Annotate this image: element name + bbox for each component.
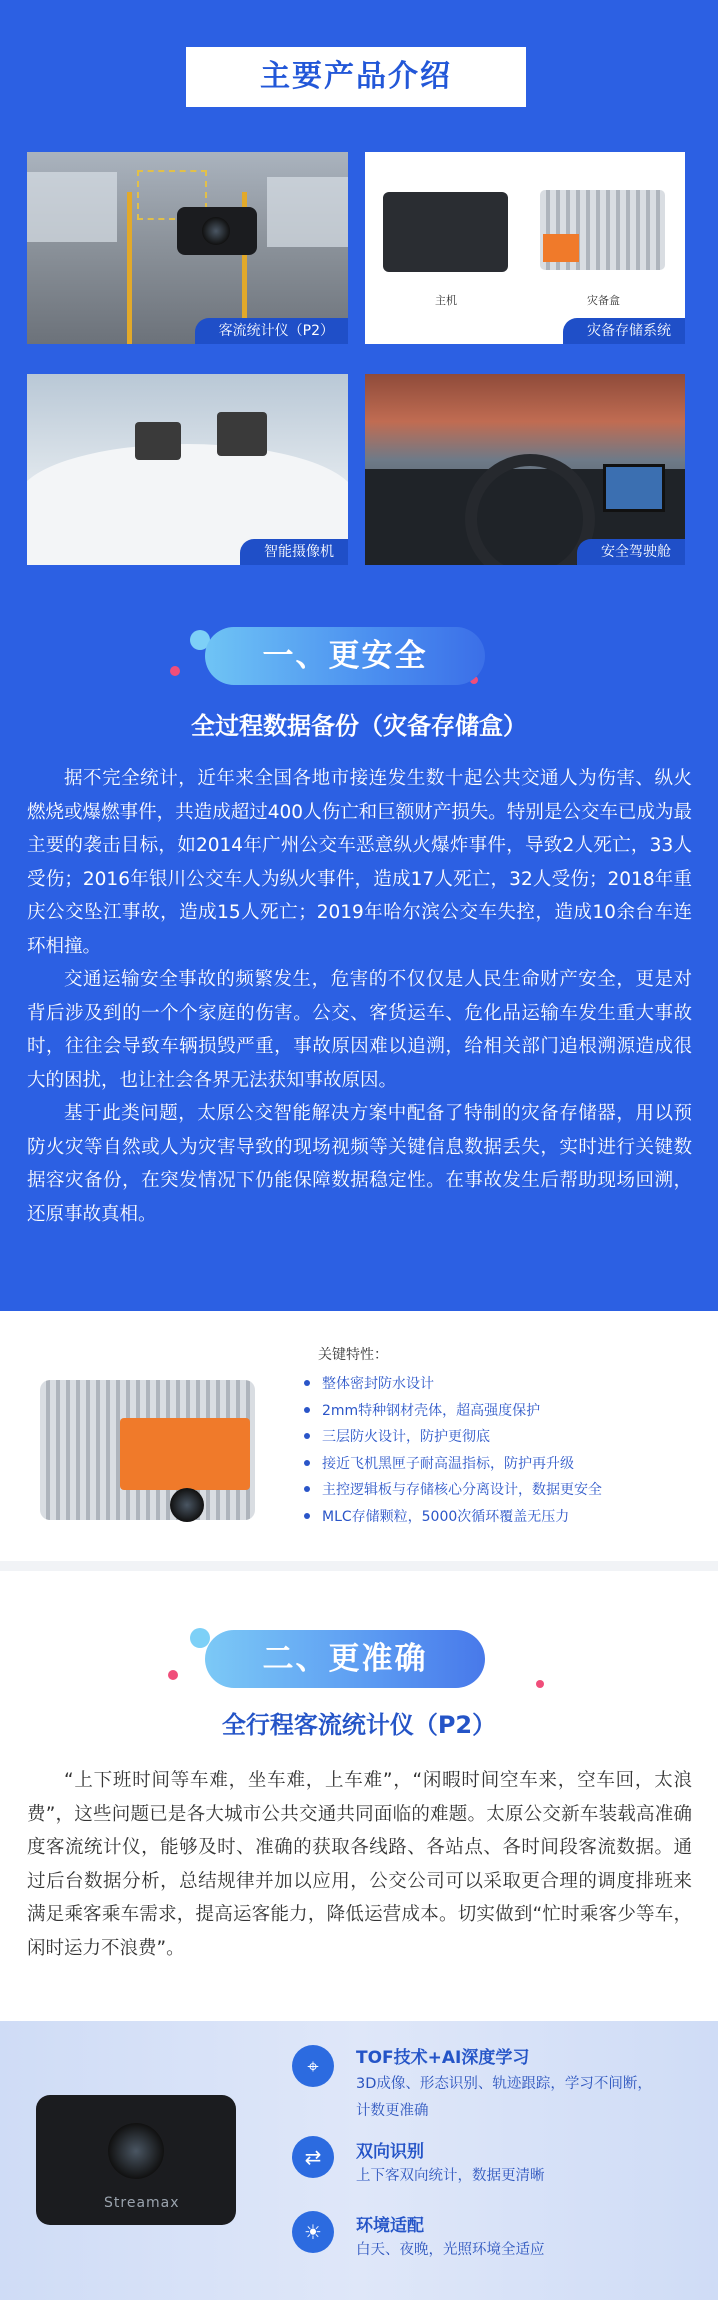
- paragraph: 交通运输安全事故的频繁发生，危害的不仅仅是人民生命财产安全，更是对背后涉及到的一个个家庭的伤害。公交、客货运车、危化品运输车发生重大事故时，往往会导致车辆损毁严重，事故原因难以追溯，给相关部门追根溯源造成很大的困扰，也让社会各界无法获知事故原因。: [27, 969, 692, 1091]
- feature-title: 环境适配: [356, 2216, 424, 2236]
- section-heading-accurate: 二、更准确: [205, 1630, 485, 1688]
- host-label: 主机: [435, 294, 457, 307]
- feature-title: 双向识别: [356, 2142, 424, 2162]
- decor-dot: [170, 666, 180, 676]
- bus-pole: [127, 192, 132, 344]
- decor-dot: [190, 1628, 210, 1648]
- feature-desc: 上下客双向统计，数据更清晰: [356, 2168, 545, 2184]
- photo-smart-camera: [27, 374, 348, 565]
- product-caption: 智能摄像机: [240, 539, 348, 565]
- section-divider: [0, 1561, 718, 1571]
- connector-icon: [170, 1488, 204, 1522]
- photo-storage-system: [365, 152, 685, 344]
- product-caption: 安全驾驶舱: [577, 539, 685, 565]
- feature-desc: 3D成像、形态识别、轨迹跟踪，学习不间断， 计数更准确: [356, 2076, 652, 2119]
- section-subtitle: 全过程数据备份（灾备存储盒）: [191, 712, 527, 740]
- bullet-icon: [304, 1380, 310, 1386]
- feature-item: 2mm特种钢材壳体，超高强度保护: [300, 1398, 700, 1425]
- page-title: 主要产品介绍: [186, 47, 526, 107]
- photo-driver-cockpit: [365, 374, 685, 565]
- photo-passenger-counter: [27, 152, 348, 344]
- section1-body: [27, 762, 692, 1231]
- feature-title: TOF技术+AI深度学习: [356, 2048, 530, 2068]
- orange-label: [543, 234, 579, 262]
- feature-desc: 白天、夜晚，光照环境全适应: [356, 2242, 545, 2258]
- paragraph: 据不完全统计，近年来全国各地市接连发生数十起公共交通人为伤害、纵火燃烧或爆燃事件，共造成超过400人伤亡和巨额财产损失。特别是公交车已成为最主要的袭击目标，如2014年广州公交车恶意纵火爆炸事件，导致2人死亡，33人受伤；2016年银川公交车人为纵火事件，造成17人死亡，32人受伤；2018年重庆公交坠江事故，造成15人死亡；2019年哈尔滨公交车失控，造成10余台车连环相撞。: [27, 768, 692, 957]
- storage-features-list: [300, 1371, 700, 1530]
- p2-feature-panel: [0, 2021, 718, 2300]
- feature-item: 整体密封防水设计: [300, 1371, 700, 1398]
- lens-icon: [202, 217, 230, 245]
- roof-camera: [135, 422, 181, 460]
- section-subtitle: 全行程客流统计仪（P2）: [221, 1711, 497, 1739]
- lens-icon: [108, 2123, 164, 2179]
- section-heading-safer: 一、更安全: [205, 627, 485, 685]
- section2-body: [27, 1764, 692, 1965]
- bullet-icon: [304, 1513, 310, 1519]
- decor-dot: [168, 1670, 178, 1680]
- sun-moon-icon: ☀: [292, 2211, 334, 2253]
- storage-box-orange-panel: [120, 1418, 250, 1490]
- host-device: [383, 192, 508, 272]
- roof-camera: [217, 412, 267, 456]
- product-caption: 客流统计仪（P2）: [195, 318, 348, 344]
- feature-item: MLC存储颗粒，5000次循环覆盖无压力: [300, 1504, 700, 1531]
- product-caption: 灾备存储系统: [563, 318, 685, 344]
- device-brand: Streamax: [104, 2195, 180, 2211]
- feature-item: 接近飞机黑匣子耐高温指标，防护再升级: [300, 1451, 700, 1478]
- person-scan-icon: ⌖: [292, 2045, 334, 2087]
- paragraph: 基于此类问题，太原公交智能解决方案中配备了特制的灾备存储器，用以预防火灾等自然或人为灾害导致的现场视频等关键信息数据丢失，实时进行关键数据容灾备份，在突发情况下仍能保障数据稳定性。在事故发生后帮助现场回溯，还原事故真相。: [27, 1103, 692, 1225]
- bullet-icon: [304, 1460, 310, 1466]
- bus-window: [267, 177, 348, 247]
- bullet-icon: [304, 1407, 310, 1413]
- decor-dot: [536, 1680, 544, 1688]
- bullet-icon: [304, 1486, 310, 1492]
- features-title: 关键特性：: [318, 1347, 388, 1363]
- feature-item: 三层防火设计，防护更彻底: [300, 1424, 700, 1451]
- paragraph: “上下班时间等车难，坐车难，上车难”，“闲暇时间空车来，空车回，太浪费”，这些问题已是各大城市公共交通共同面临的难题。太原公交新车装载高准确度客流统计仪，能够及时、准确的获取各线路、各站点、各时间段客流数据。通过后台数据分析，总结规律并加以应用，公交公司可以采取更合理的调度排班来满足乘客乘车需求，提高运客能力，降低运营成本。切实做到“忙时乘客少等车，闲时运力不浪费”。: [27, 1770, 692, 1959]
- bus-window: [27, 172, 117, 242]
- passenger-counter-device: [177, 207, 257, 255]
- bullet-icon: [304, 1433, 310, 1439]
- feature-item: 主控逻辑板与存储核心分离设计，数据更安全: [300, 1477, 700, 1504]
- storage-box-label: 灾备盒: [587, 294, 620, 307]
- bidirectional-icon: ⇄: [292, 2136, 334, 2178]
- p2-device-image: [36, 2095, 236, 2225]
- dash-screen: [603, 464, 665, 512]
